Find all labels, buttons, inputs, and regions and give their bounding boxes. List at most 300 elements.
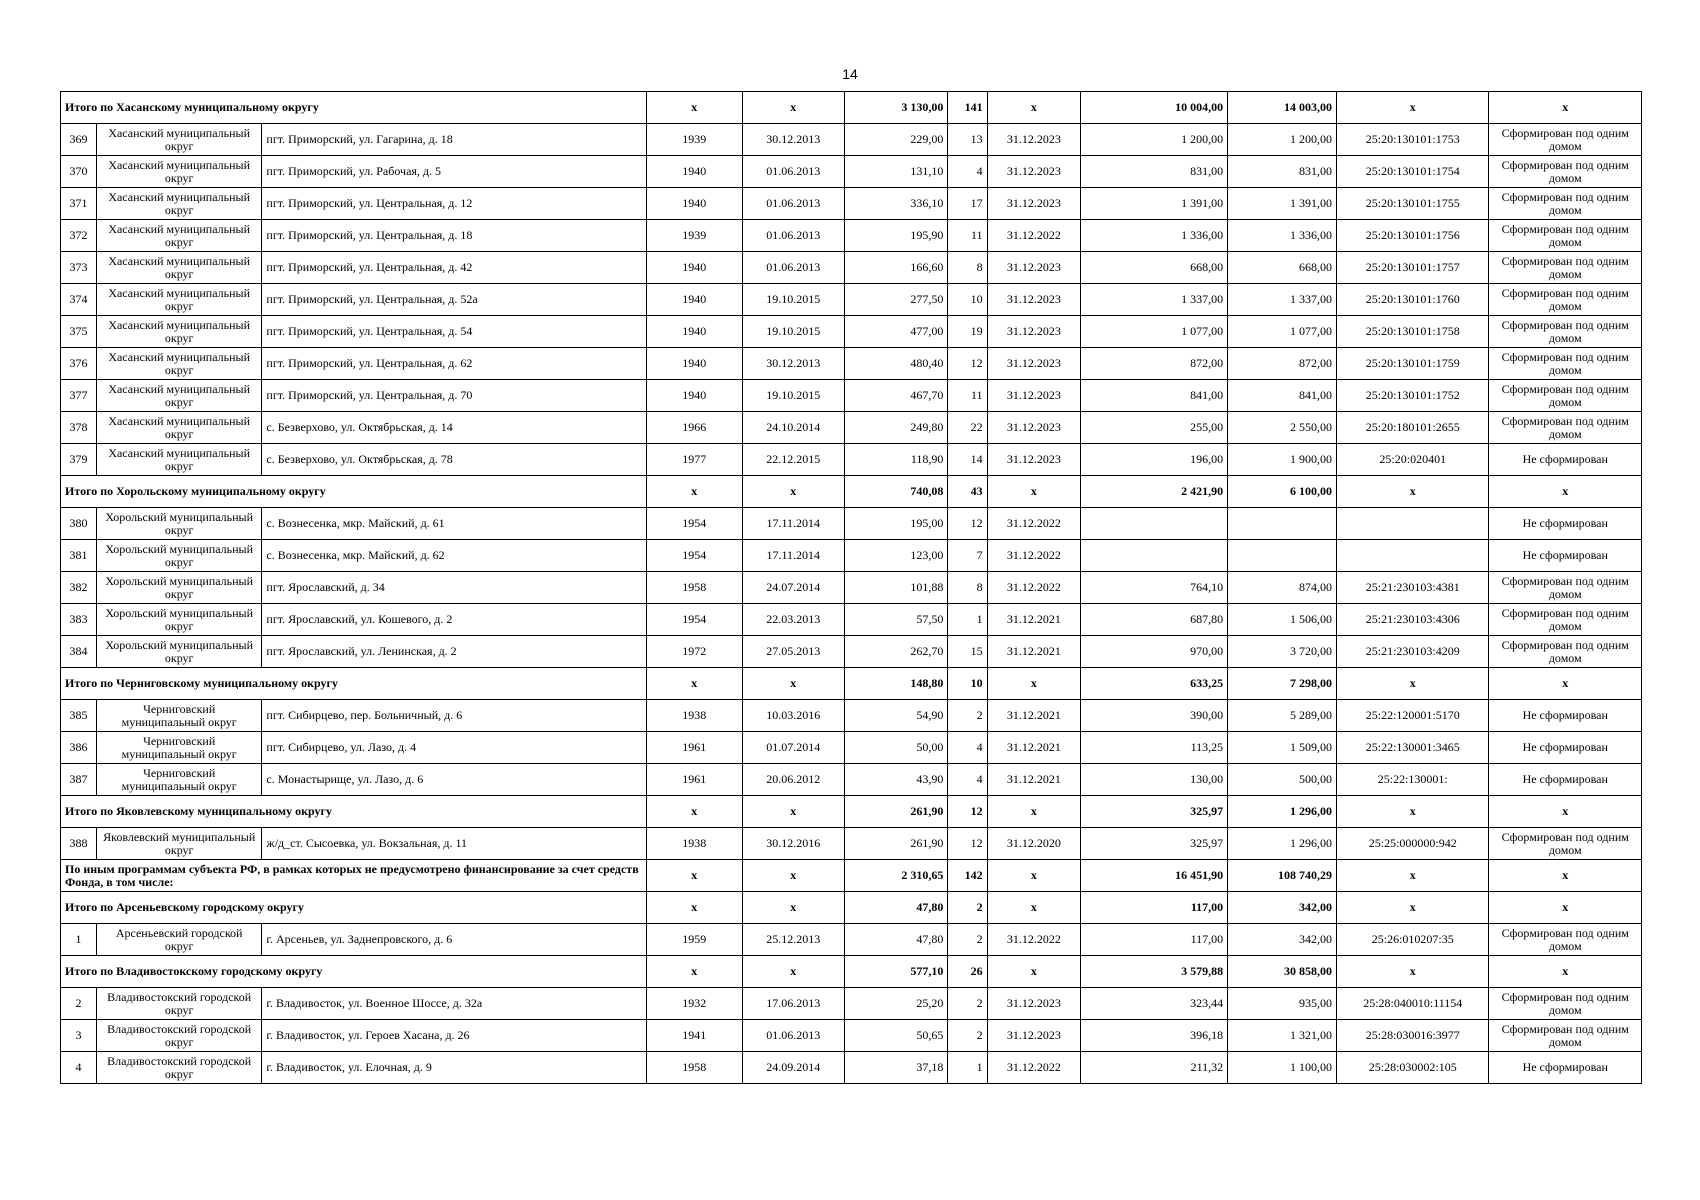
cadastral-number-cell: x	[1337, 956, 1489, 988]
residents-cell: 26	[948, 956, 987, 988]
district-cell: Арсеньевский городской округ	[96, 924, 262, 956]
plan-date-cell: x	[987, 92, 1081, 124]
residents-cell: 4	[948, 156, 987, 188]
date-cell: 10.03.2016	[742, 700, 844, 732]
amount-total-cell: 1 506,00	[1228, 604, 1337, 636]
plan-date-cell: 31.12.2023	[987, 380, 1081, 412]
table-row	[61, 924, 1642, 956]
row-number-cell: 383	[61, 604, 97, 636]
amount-cell: 633,25	[1081, 668, 1228, 700]
area-cell: 3 130,00	[844, 92, 947, 124]
year-cell: 1941	[646, 1020, 742, 1052]
housing-register-table	[60, 91, 1642, 1084]
plan-date-cell: 31.12.2022	[987, 540, 1081, 572]
land-status-cell: Не сформирован	[1489, 764, 1642, 796]
row-number-cell: 374	[61, 284, 97, 316]
area-cell: 336,10	[844, 188, 947, 220]
date-cell: 30.12.2013	[742, 348, 844, 380]
amount-cell: 255,00	[1081, 412, 1228, 444]
amount-cell: 211,32	[1081, 1052, 1228, 1084]
table-row	[61, 252, 1642, 284]
area-cell: 101,88	[844, 572, 947, 604]
year-cell: x	[646, 956, 742, 988]
amount-cell: 390,00	[1081, 700, 1228, 732]
district-cell: Хорольский муниципальный округ	[96, 508, 262, 540]
amount-cell	[1081, 508, 1228, 540]
row-number-cell: 375	[61, 316, 97, 348]
district-cell: Владивостокский городской округ	[96, 1052, 262, 1084]
area-cell: 148,80	[844, 668, 947, 700]
amount-cell: 196,00	[1081, 444, 1228, 476]
cadastral-number-cell: 25:20:020401	[1337, 444, 1489, 476]
date-cell: 19.10.2015	[742, 380, 844, 412]
district-cell: Хасанский муниципальный округ	[96, 124, 262, 156]
date-cell: x	[742, 92, 844, 124]
table-row	[61, 508, 1642, 540]
plan-date-cell: 31.12.2021	[987, 604, 1081, 636]
table-row	[61, 700, 1642, 732]
residents-cell: 7	[948, 540, 987, 572]
residents-cell: 11	[948, 380, 987, 412]
table-row	[61, 316, 1642, 348]
land-status-cell: Сформирован под одним домом	[1489, 156, 1642, 188]
residents-cell: 2	[948, 988, 987, 1020]
amount-total-cell: 874,00	[1228, 572, 1337, 604]
amount-cell: 1 336,00	[1081, 220, 1228, 252]
subtotal-label: Итого по Черниговскому муниципальному округу	[61, 668, 647, 700]
plan-date-cell: 31.12.2020	[987, 828, 1081, 860]
amount-total-cell: 2 550,00	[1228, 412, 1337, 444]
date-cell: 30.12.2013	[742, 124, 844, 156]
land-status-cell: Не сформирован	[1489, 444, 1642, 476]
amount-cell: 1 391,00	[1081, 188, 1228, 220]
plan-date-cell: 31.12.2023	[987, 444, 1081, 476]
area-cell: 467,70	[844, 380, 947, 412]
residents-cell: 12	[948, 348, 987, 380]
district-cell: Хасанский муниципальный округ	[96, 348, 262, 380]
plan-date-cell: 31.12.2022	[987, 220, 1081, 252]
land-status-cell: x	[1489, 956, 1642, 988]
cadastral-number-cell: 25:28:030002:105	[1337, 1052, 1489, 1084]
address-cell: с. Вознесенка, мкр. Майский, д. 61	[262, 508, 646, 540]
year-cell: 1940	[646, 348, 742, 380]
land-status-cell: Не сформирован	[1489, 1052, 1642, 1084]
date-cell: x	[742, 668, 844, 700]
year-cell: x	[646, 476, 742, 508]
table-row	[61, 1020, 1642, 1052]
table-row	[61, 604, 1642, 636]
cadastral-number-cell: 25:20:130101:1757	[1337, 252, 1489, 284]
plan-date-cell: 31.12.2023	[987, 1020, 1081, 1052]
residents-cell: 142	[948, 860, 987, 892]
area-cell: 195,00	[844, 508, 947, 540]
row-number-cell: 372	[61, 220, 97, 252]
year-cell: 1958	[646, 1052, 742, 1084]
row-number-cell: 384	[61, 636, 97, 668]
cadastral-number-cell: 25:21:230103:4306	[1337, 604, 1489, 636]
plan-date-cell: 31.12.2023	[987, 988, 1081, 1020]
residents-cell: 2	[948, 700, 987, 732]
cadastral-number-cell: 25:20:130101:1760	[1337, 284, 1489, 316]
amount-cell: 117,00	[1081, 924, 1228, 956]
area-cell: 43,90	[844, 764, 947, 796]
plan-date-cell: x	[987, 892, 1081, 924]
amount-total-cell: 1 200,00	[1228, 124, 1337, 156]
plan-date-cell: 31.12.2023	[987, 252, 1081, 284]
row-number-cell: 373	[61, 252, 97, 284]
year-cell: 1961	[646, 764, 742, 796]
row-number-cell: 382	[61, 572, 97, 604]
row-number-cell: 380	[61, 508, 97, 540]
residents-cell: 12	[948, 796, 987, 828]
table-row	[61, 732, 1642, 764]
amount-total-cell: 7 298,00	[1228, 668, 1337, 700]
subtotal-label: Итого по Арсеньевскому городскому округу	[61, 892, 647, 924]
date-cell: 01.06.2013	[742, 220, 844, 252]
amount-total-cell: 6 100,00	[1228, 476, 1337, 508]
date-cell: 24.09.2014	[742, 1052, 844, 1084]
residents-cell: 19	[948, 316, 987, 348]
row-number-cell: 377	[61, 380, 97, 412]
table-row	[61, 828, 1642, 860]
address-cell: пгт. Приморский, ул. Рабочая, д. 5	[262, 156, 646, 188]
area-cell: 195,90	[844, 220, 947, 252]
cadastral-number-cell: 25:20:130101:1753	[1337, 124, 1489, 156]
residents-cell: 2	[948, 924, 987, 956]
area-cell: 477,00	[844, 316, 947, 348]
residents-cell: 1	[948, 1052, 987, 1084]
amount-total-cell: 1 321,00	[1228, 1020, 1337, 1052]
amount-total-cell: 108 740,29	[1228, 860, 1337, 892]
table-row	[61, 348, 1642, 380]
land-status-cell: Не сформирован	[1489, 732, 1642, 764]
subtotal-row	[61, 892, 1642, 924]
date-cell: 24.10.2014	[742, 412, 844, 444]
land-status-cell: Сформирован под одним домом	[1489, 348, 1642, 380]
district-cell: Черниговский муниципальный округ	[96, 700, 262, 732]
row-number-cell: 4	[61, 1052, 97, 1084]
amount-total-cell: 1 337,00	[1228, 284, 1337, 316]
area-cell: 262,70	[844, 636, 947, 668]
date-cell: 01.06.2013	[742, 252, 844, 284]
year-cell: 1939	[646, 124, 742, 156]
land-status-cell: Сформирован под одним домом	[1489, 284, 1642, 316]
plan-date-cell: x	[987, 668, 1081, 700]
district-cell: Хасанский муниципальный округ	[96, 380, 262, 412]
cadastral-number-cell: 25:22:120001:5170	[1337, 700, 1489, 732]
district-cell: Хасанский муниципальный округ	[96, 252, 262, 284]
amount-cell: 2 421,90	[1081, 476, 1228, 508]
land-status-cell: Сформирован под одним домом	[1489, 412, 1642, 444]
land-status-cell: Сформирован под одним домом	[1489, 220, 1642, 252]
row-number-cell: 1	[61, 924, 97, 956]
plan-date-cell: 31.12.2023	[987, 348, 1081, 380]
address-cell: пгт. Ярославский, ул. Ленинская, д. 2	[262, 636, 646, 668]
date-cell: 17.11.2014	[742, 540, 844, 572]
cadastral-number-cell: 25:21:230103:4381	[1337, 572, 1489, 604]
land-status-cell: Сформирован под одним домом	[1489, 604, 1642, 636]
area-cell: 277,50	[844, 284, 947, 316]
year-cell: 1940	[646, 156, 742, 188]
amount-total-cell: 1 391,00	[1228, 188, 1337, 220]
table-row	[61, 380, 1642, 412]
residents-cell: 8	[948, 252, 987, 284]
amount-cell: 3 579,88	[1081, 956, 1228, 988]
area-cell: 47,80	[844, 892, 947, 924]
plan-date-cell: 31.12.2023	[987, 316, 1081, 348]
cadastral-number-cell: x	[1337, 92, 1489, 124]
year-cell: 1940	[646, 380, 742, 412]
land-status-cell: x	[1489, 668, 1642, 700]
amount-cell: 687,80	[1081, 604, 1228, 636]
amount-total-cell: 3 720,00	[1228, 636, 1337, 668]
year-cell: x	[646, 892, 742, 924]
row-number-cell: 3	[61, 1020, 97, 1052]
address-cell: пгт. Приморский, ул. Центральная, д. 18	[262, 220, 646, 252]
year-cell: 1961	[646, 732, 742, 764]
land-status-cell: x	[1489, 476, 1642, 508]
cadastral-number-cell: 25:21:230103:4209	[1337, 636, 1489, 668]
plan-date-cell: 31.12.2022	[987, 1052, 1081, 1084]
year-cell: x	[646, 796, 742, 828]
cadastral-number-cell: 25:20:130101:1754	[1337, 156, 1489, 188]
residents-cell: 1	[948, 604, 987, 636]
amount-total-cell: 872,00	[1228, 348, 1337, 380]
date-cell: x	[742, 476, 844, 508]
area-cell: 261,90	[844, 796, 947, 828]
date-cell: 27.05.2013	[742, 636, 844, 668]
land-status-cell: Не сформирован	[1489, 700, 1642, 732]
residents-cell: 13	[948, 124, 987, 156]
date-cell: 19.10.2015	[742, 316, 844, 348]
year-cell: 1932	[646, 988, 742, 1020]
district-cell: Хорольский муниципальный округ	[96, 540, 262, 572]
table-row	[61, 1052, 1642, 1084]
year-cell: 1938	[646, 828, 742, 860]
table-row	[61, 156, 1642, 188]
amount-cell: 117,00	[1081, 892, 1228, 924]
plan-date-cell: 31.12.2023	[987, 156, 1081, 188]
district-cell: Хасанский муниципальный округ	[96, 444, 262, 476]
address-cell: с. Безверхово, ул. Октябрьская, д. 78	[262, 444, 646, 476]
plan-date-cell: 31.12.2021	[987, 700, 1081, 732]
subtotal-row	[61, 668, 1642, 700]
plan-date-cell: 31.12.2022	[987, 924, 1081, 956]
amount-cell: 764,10	[1081, 572, 1228, 604]
district-cell: Владивостокский городской округ	[96, 1020, 262, 1052]
district-cell: Хорольский муниципальный округ	[96, 604, 262, 636]
amount-total-cell: 1 900,00	[1228, 444, 1337, 476]
land-status-cell: Сформирован под одним домом	[1489, 572, 1642, 604]
plan-date-cell: 31.12.2022	[987, 572, 1081, 604]
plan-date-cell: x	[987, 956, 1081, 988]
land-status-cell: x	[1489, 796, 1642, 828]
land-status-cell: x	[1489, 860, 1642, 892]
date-cell: 24.07.2014	[742, 572, 844, 604]
plan-date-cell: x	[987, 860, 1081, 892]
table-row	[61, 636, 1642, 668]
cadastral-number-cell: 25:28:040010:11154	[1337, 988, 1489, 1020]
amount-total-cell: 342,00	[1228, 924, 1337, 956]
table-row	[61, 220, 1642, 252]
land-status-cell: Сформирован под одним домом	[1489, 316, 1642, 348]
amount-cell: 325,97	[1081, 828, 1228, 860]
address-cell: с. Вознесенка, мкр. Майский, д. 62	[262, 540, 646, 572]
plan-date-cell: 31.12.2021	[987, 732, 1081, 764]
cadastral-number-cell: 25:28:030016:3977	[1337, 1020, 1489, 1052]
year-cell: 1954	[646, 540, 742, 572]
residents-cell: 4	[948, 764, 987, 796]
cadastral-number-cell: x	[1337, 860, 1489, 892]
row-number-cell: 381	[61, 540, 97, 572]
year-cell: 1954	[646, 604, 742, 636]
year-cell: 1954	[646, 508, 742, 540]
date-cell: 22.12.2015	[742, 444, 844, 476]
residents-cell: 8	[948, 572, 987, 604]
area-cell: 37,18	[844, 1052, 947, 1084]
cadastral-number-cell: x	[1337, 668, 1489, 700]
year-cell: x	[646, 860, 742, 892]
cadastral-number-cell	[1337, 508, 1489, 540]
date-cell: 30.12.2016	[742, 828, 844, 860]
residents-cell: 4	[948, 732, 987, 764]
district-cell: Черниговский муниципальный округ	[96, 732, 262, 764]
cadastral-number-cell: x	[1337, 892, 1489, 924]
address-cell: г. Арсеньев, ул. Заднепровского, д. 6	[262, 924, 646, 956]
amount-total-cell: 500,00	[1228, 764, 1337, 796]
district-cell: Яковлевский муниципальный округ	[96, 828, 262, 860]
year-cell: 1939	[646, 220, 742, 252]
address-cell: пгт. Ярославский, ул. Кошевого, д. 2	[262, 604, 646, 636]
table-row	[61, 540, 1642, 572]
district-cell: Хасанский муниципальный округ	[96, 412, 262, 444]
land-status-cell: Сформирован под одним домом	[1489, 988, 1642, 1020]
address-cell: пгт. Приморский, ул. Центральная, д. 12	[262, 188, 646, 220]
date-cell: 17.11.2014	[742, 508, 844, 540]
address-cell: пгт. Приморский, ул. Центральная, д. 54	[262, 316, 646, 348]
plan-date-cell: 31.12.2023	[987, 188, 1081, 220]
amount-total-cell: 342,00	[1228, 892, 1337, 924]
year-cell: x	[646, 92, 742, 124]
district-cell: Хорольский муниципальный округ	[96, 636, 262, 668]
area-cell: 25,20	[844, 988, 947, 1020]
row-number-cell: 378	[61, 412, 97, 444]
year-cell: 1940	[646, 188, 742, 220]
subtotal-row	[61, 860, 1642, 892]
plan-date-cell: 31.12.2023	[987, 284, 1081, 316]
table-row	[61, 444, 1642, 476]
address-cell: пгт. Сибирцево, ул. Лазо, д. 4	[262, 732, 646, 764]
amount-cell	[1081, 540, 1228, 572]
row-number-cell: 369	[61, 124, 97, 156]
plan-date-cell: 31.12.2023	[987, 412, 1081, 444]
cadastral-number-cell: 25:22:130001:3465	[1337, 732, 1489, 764]
area-cell: 740,08	[844, 476, 947, 508]
row-number-cell: 371	[61, 188, 97, 220]
amount-total-cell	[1228, 508, 1337, 540]
district-cell: Хасанский муниципальный округ	[96, 284, 262, 316]
date-cell: 01.06.2013	[742, 188, 844, 220]
residents-cell: 141	[948, 92, 987, 124]
amount-cell: 16 451,90	[1081, 860, 1228, 892]
cadastral-number-cell: 25:20:130101:1755	[1337, 188, 1489, 220]
land-status-cell: x	[1489, 892, 1642, 924]
cadastral-number-cell	[1337, 540, 1489, 572]
land-status-cell: Не сформирован	[1489, 508, 1642, 540]
date-cell: x	[742, 796, 844, 828]
date-cell: 17.06.2013	[742, 988, 844, 1020]
amount-total-cell: 1 100,00	[1228, 1052, 1337, 1084]
subtotal-row	[61, 796, 1642, 828]
amount-cell: 872,00	[1081, 348, 1228, 380]
area-cell: 54,90	[844, 700, 947, 732]
cadastral-number-cell: 25:20:130101:1759	[1337, 348, 1489, 380]
amount-total-cell: 841,00	[1228, 380, 1337, 412]
date-cell: 22.03.2013	[742, 604, 844, 636]
residents-cell: 12	[948, 508, 987, 540]
amount-total-cell: 1 509,00	[1228, 732, 1337, 764]
year-cell: 1958	[646, 572, 742, 604]
cadastral-number-cell: 25:20:180101:2655	[1337, 412, 1489, 444]
subtotal-label: Итого по Хасанскому муниципальному округу	[61, 92, 647, 124]
district-cell: Хасанский муниципальный округ	[96, 220, 262, 252]
address-cell: пгт. Приморский, ул. Центральная, д. 42	[262, 252, 646, 284]
subtotal-label: Итого по Владивостокскому городскому округу	[61, 956, 647, 988]
land-status-cell: Сформирован под одним домом	[1489, 828, 1642, 860]
row-number-cell: 388	[61, 828, 97, 860]
amount-cell: 1 200,00	[1081, 124, 1228, 156]
residents-cell: 2	[948, 1020, 987, 1052]
year-cell: 1940	[646, 316, 742, 348]
amount-cell: 970,00	[1081, 636, 1228, 668]
date-cell: x	[742, 860, 844, 892]
table-row	[61, 412, 1642, 444]
area-cell: 577,10	[844, 956, 947, 988]
land-status-cell: Сформирован под одним домом	[1489, 636, 1642, 668]
amount-total-cell: 668,00	[1228, 252, 1337, 284]
cadastral-number-cell: 25:22:130001:	[1337, 764, 1489, 796]
subtotal-row	[61, 92, 1642, 124]
amount-total-cell: 1 296,00	[1228, 796, 1337, 828]
subtotal-label: Итого по Хорольскому муниципальному округу	[61, 476, 647, 508]
district-cell: Хорольский муниципальный округ	[96, 572, 262, 604]
district-cell: Хасанский муниципальный округ	[96, 156, 262, 188]
amount-total-cell: 14 003,00	[1228, 92, 1337, 124]
area-cell: 50,65	[844, 1020, 947, 1052]
year-cell: 1977	[646, 444, 742, 476]
plan-date-cell: 31.12.2023	[987, 124, 1081, 156]
row-number-cell: 385	[61, 700, 97, 732]
plan-date-cell: x	[987, 476, 1081, 508]
row-number-cell: 379	[61, 444, 97, 476]
table-row	[61, 764, 1642, 796]
date-cell: x	[742, 956, 844, 988]
amount-total-cell: 935,00	[1228, 988, 1337, 1020]
residents-cell: 10	[948, 284, 987, 316]
amount-cell: 323,44	[1081, 988, 1228, 1020]
row-number-cell: 387	[61, 764, 97, 796]
residents-cell: 11	[948, 220, 987, 252]
area-cell: 2 310,65	[844, 860, 947, 892]
residents-cell: 22	[948, 412, 987, 444]
area-cell: 123,00	[844, 540, 947, 572]
year-cell: 1938	[646, 700, 742, 732]
amount-cell: 841,00	[1081, 380, 1228, 412]
table-row	[61, 188, 1642, 220]
district-cell: Владивостокский городской округ	[96, 988, 262, 1020]
cadastral-number-cell: 25:26:010207:35	[1337, 924, 1489, 956]
area-cell: 229,00	[844, 124, 947, 156]
